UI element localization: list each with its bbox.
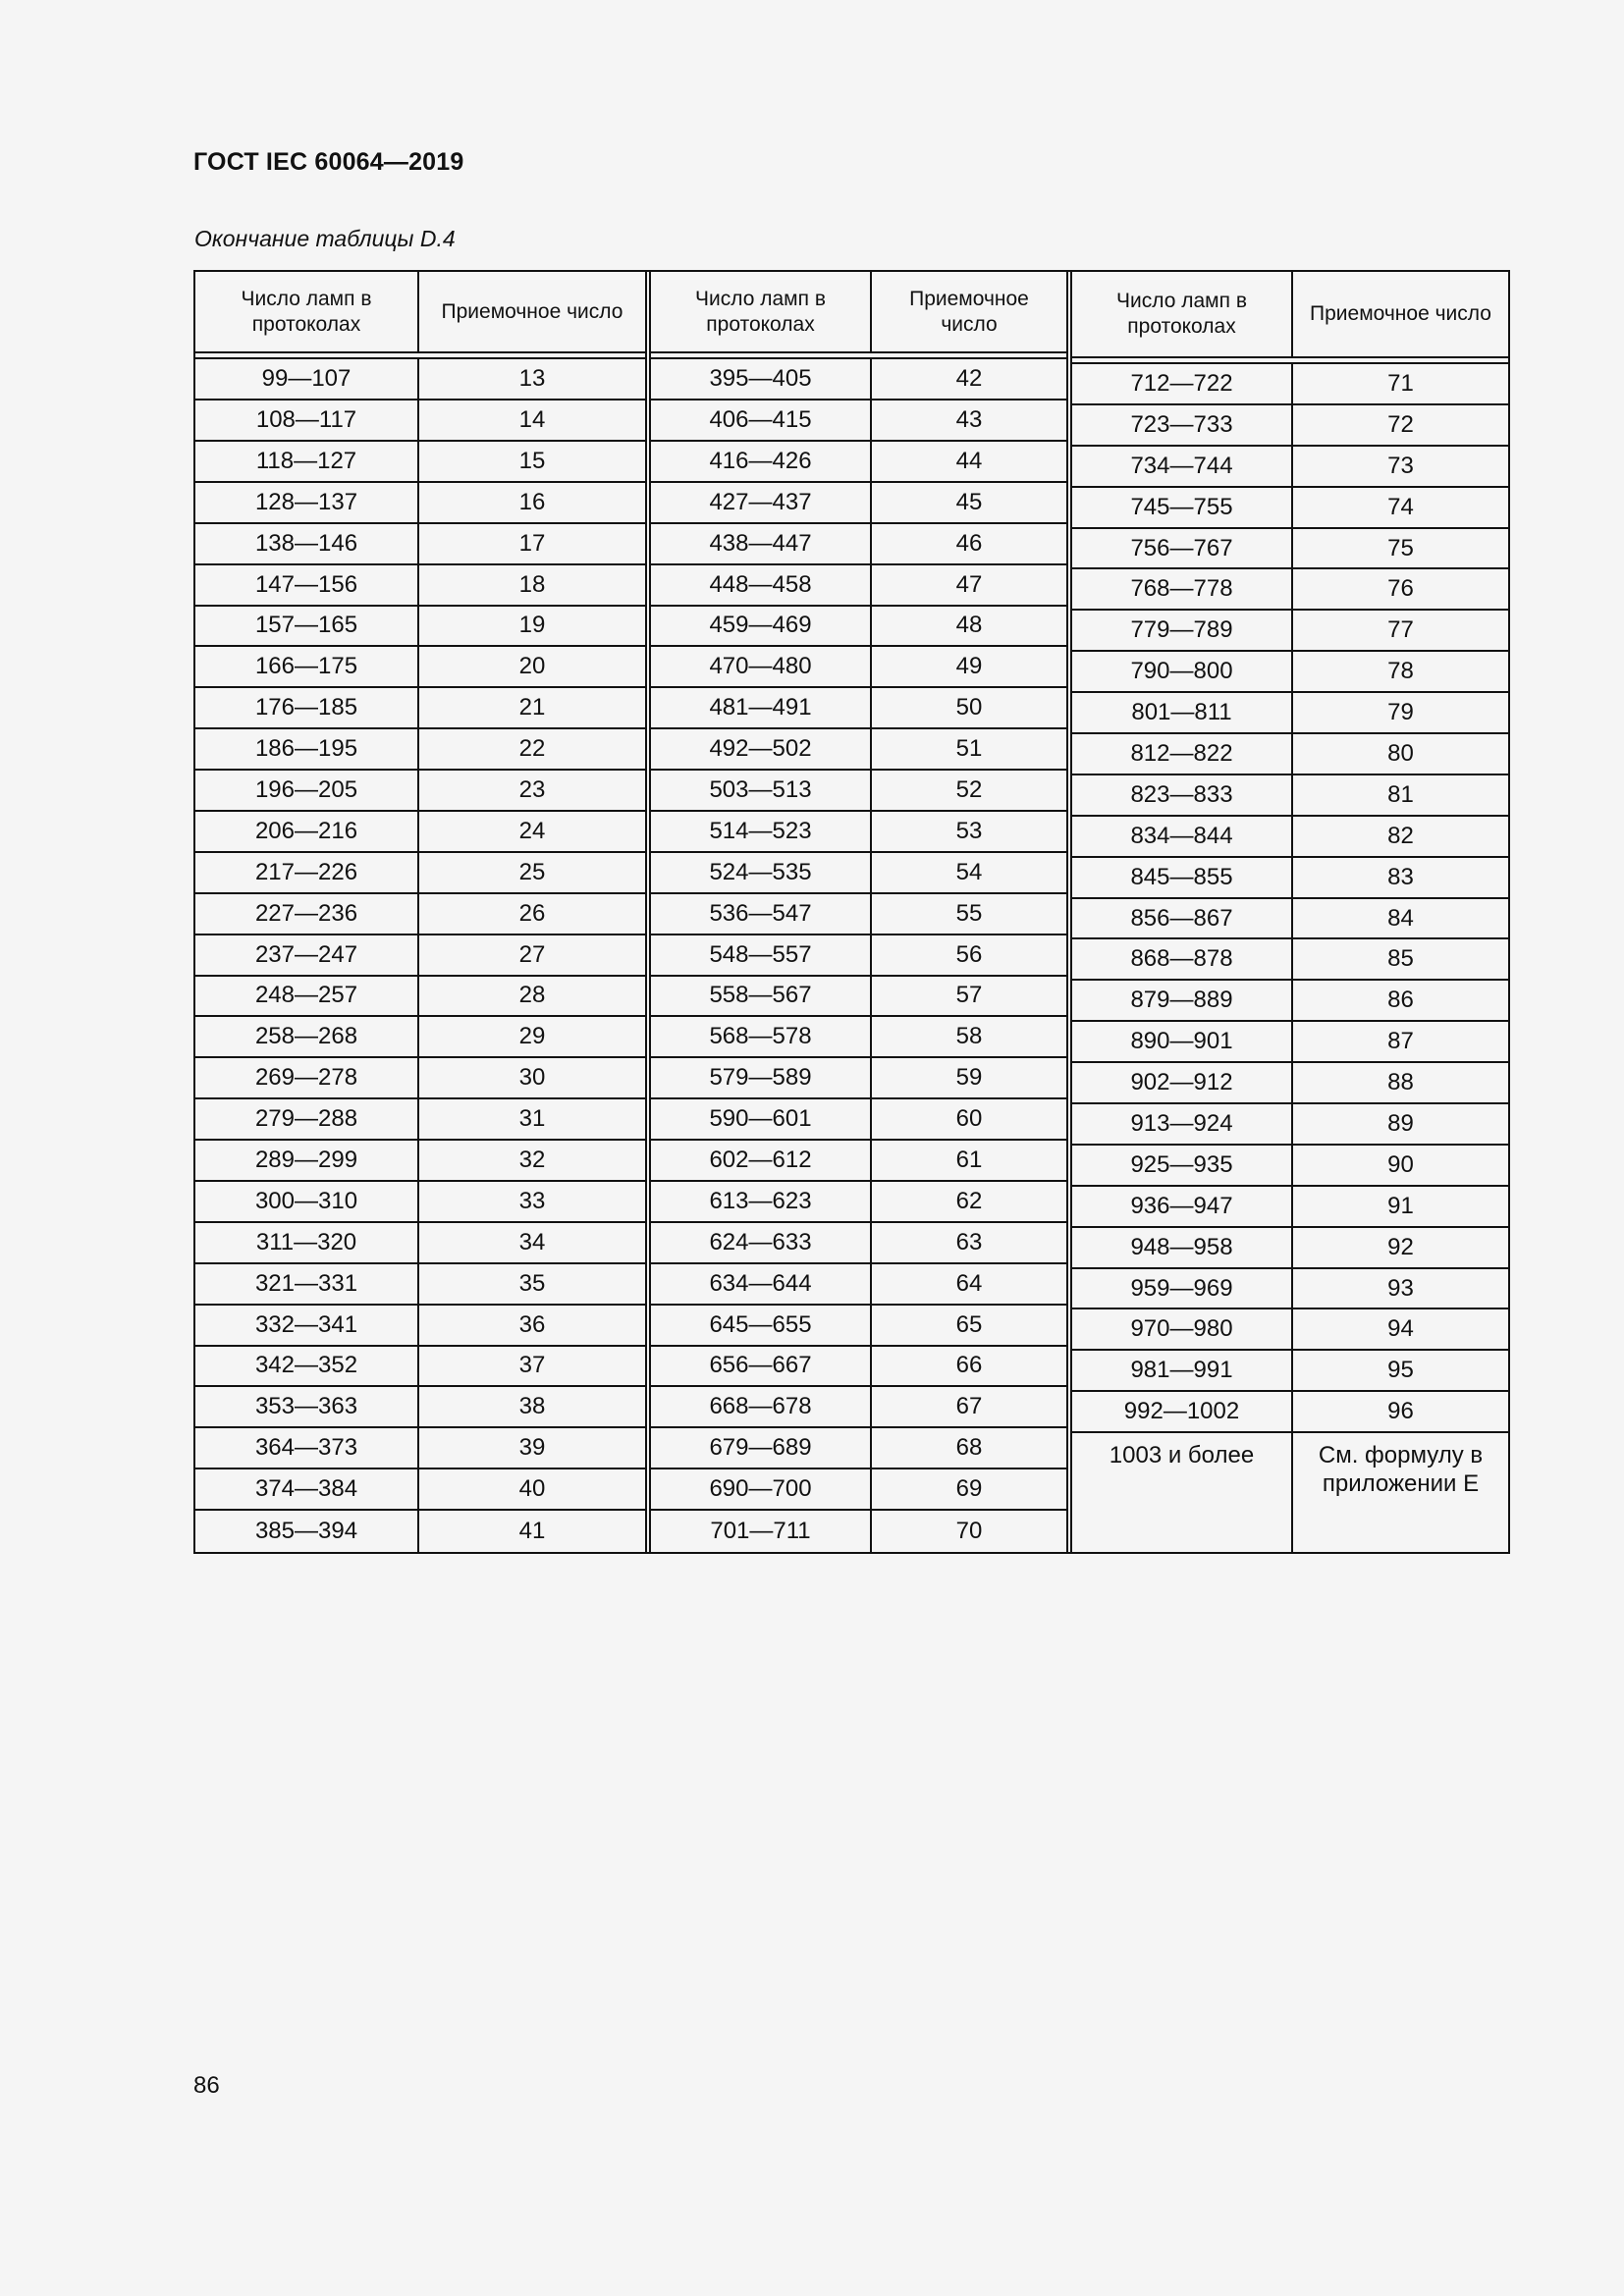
cell-acceptance: 27 — [518, 940, 546, 968]
cell-acceptance: 71 — [1387, 369, 1414, 397]
cell-acceptance: 50 — [955, 694, 983, 721]
cell-acceptance: 55 — [955, 899, 983, 927]
table-row — [195, 1469, 645, 1511]
cell-lamps: 481—491 — [651, 688, 872, 727]
cell-lamps: 227—236 — [195, 894, 419, 934]
cell-acceptance: 48 — [955, 612, 983, 639]
cell-lamps: 936—947 — [1072, 1187, 1293, 1226]
table-row — [195, 1306, 645, 1347]
cell-acceptance: 62 — [955, 1187, 983, 1214]
table-row — [1072, 899, 1508, 940]
cell-acceptance: 78 — [1387, 658, 1414, 685]
header-acceptance: Приемочное число — [1310, 302, 1491, 325]
table-row — [651, 1099, 1066, 1141]
cell-lamps: 147—156 — [195, 565, 419, 605]
cell-acceptance: 66 — [955, 1352, 983, 1379]
cell-acceptance: 35 — [518, 1269, 546, 1297]
table-row — [1072, 1351, 1508, 1392]
cell-lamps: 756—767 — [1072, 529, 1293, 568]
table-row — [1072, 817, 1508, 858]
cell-acceptance: 95 — [1387, 1357, 1414, 1384]
cell-acceptance: 17 — [518, 529, 546, 557]
table-row — [651, 688, 1066, 729]
table-row — [651, 1182, 1066, 1223]
cell-lamps: 913—924 — [1072, 1104, 1293, 1144]
cell-acceptance: 32 — [518, 1147, 546, 1174]
cell-acceptance: 52 — [955, 776, 983, 804]
cell-acceptance: 49 — [955, 653, 983, 680]
cell-lamps: 834—844 — [1072, 817, 1293, 856]
cell-acceptance: 56 — [955, 940, 983, 968]
table-row — [195, 853, 645, 894]
cell-acceptance: 86 — [1387, 987, 1414, 1014]
cell-acceptance: 88 — [1387, 1069, 1414, 1096]
table-row — [651, 894, 1066, 935]
table-row — [1072, 529, 1508, 570]
cell-acceptance: 41 — [518, 1518, 546, 1545]
cell-lamps: 166—175 — [195, 647, 419, 686]
cell-lamps: 579—589 — [651, 1058, 872, 1097]
cell-acceptance: 47 — [955, 570, 983, 598]
cell-lamps: 176—185 — [195, 688, 419, 727]
cell-lamps: 237—247 — [195, 935, 419, 975]
table-row-final — [1072, 1433, 1508, 1552]
cell-lamps: 524—535 — [651, 853, 872, 892]
table-row — [651, 729, 1066, 771]
cell-acceptance: 65 — [955, 1310, 983, 1338]
cell-acceptance: 90 — [1387, 1150, 1414, 1178]
table-row — [195, 812, 645, 853]
cell-acceptance: 46 — [955, 529, 983, 557]
table-row — [651, 812, 1066, 853]
cell-acceptance: 87 — [1387, 1028, 1414, 1055]
cell-lamps: 645—655 — [651, 1306, 872, 1345]
table-row — [651, 400, 1066, 442]
table-row — [651, 442, 1066, 483]
table-row — [651, 1223, 1066, 1264]
cell-lamps: 138—146 — [195, 524, 419, 563]
table-row — [1072, 447, 1508, 488]
table-row — [1072, 405, 1508, 447]
cell-lamps: 128—137 — [195, 483, 419, 522]
table-body — [651, 359, 1066, 1552]
cell-lamps: 992—1002 — [1072, 1392, 1293, 1431]
cell-acceptance: 69 — [955, 1475, 983, 1503]
cell-acceptance: 26 — [518, 899, 546, 927]
header-lamps: Число ламп в протоколах — [651, 272, 872, 351]
cell-lamps: 321—331 — [195, 1264, 419, 1304]
table-row — [651, 935, 1066, 977]
cell-lamps: 416—426 — [651, 442, 872, 481]
table-row — [1072, 693, 1508, 734]
table-row — [1072, 1146, 1508, 1187]
cell-acceptance: 31 — [518, 1105, 546, 1133]
cell-lamps: 289—299 — [195, 1141, 419, 1180]
cell-lamps: 206—216 — [195, 812, 419, 851]
header-lamps: Число ламп в протоколах — [1072, 272, 1293, 356]
cell-lamps: 157—165 — [195, 607, 419, 646]
cell-lamps: 427—437 — [651, 483, 872, 522]
cell-acceptance: 92 — [1387, 1233, 1414, 1260]
cell-lamps: 186—195 — [195, 729, 419, 769]
cell-lamps: 118—127 — [195, 442, 419, 481]
table-row — [651, 647, 1066, 688]
cell-acceptance: 14 — [518, 406, 546, 433]
table-row — [651, 977, 1066, 1018]
page-number: 86 — [193, 2072, 220, 2099]
cell-acceptance: 45 — [955, 488, 983, 515]
cell-lamps: 856—867 — [1072, 899, 1293, 938]
cell-lamps: 668—678 — [651, 1387, 872, 1426]
cell-acceptance: 22 — [518, 735, 546, 763]
cell-acceptance: 34 — [518, 1228, 546, 1255]
cell-lamps: 959—969 — [1072, 1269, 1293, 1308]
cell-lamps: 448—458 — [651, 565, 872, 605]
cell-lamps: 514—523 — [651, 812, 872, 851]
cell-acceptance: 77 — [1387, 616, 1414, 644]
cell-acceptance: 70 — [955, 1518, 983, 1545]
cell-lamps: 970—980 — [1072, 1309, 1293, 1349]
cell-acceptance: 82 — [1387, 822, 1414, 849]
cell-acceptance: 68 — [955, 1434, 983, 1462]
cell-acceptance: 33 — [518, 1187, 546, 1214]
cell-lamps: 712—722 — [1072, 364, 1293, 403]
table-row — [651, 1264, 1066, 1306]
table-row — [195, 565, 645, 607]
cell-acceptance: 15 — [518, 447, 546, 474]
cell-lamps: 459—469 — [651, 607, 872, 646]
cell-lamps: 801—811 — [1072, 693, 1293, 732]
table-row — [651, 771, 1066, 812]
table-row — [651, 1347, 1066, 1388]
cell-lamps: 353—363 — [195, 1387, 419, 1426]
cell-lamps: 779—789 — [1072, 611, 1293, 650]
cell-lamps: 108—117 — [195, 400, 419, 440]
table-row — [195, 1511, 645, 1552]
acceptance-table — [193, 270, 1510, 1554]
cell-lamps: 768—778 — [1072, 569, 1293, 609]
cell-acceptance: 75 — [1387, 534, 1414, 561]
header-acceptance: Приемочное число — [441, 299, 623, 323]
table-row — [195, 400, 645, 442]
table-row — [195, 771, 645, 812]
cell-acceptance: 25 — [518, 858, 546, 885]
table-row — [195, 1099, 645, 1141]
table-row — [651, 1511, 1066, 1552]
cell-lamps: 217—226 — [195, 853, 419, 892]
cell-acceptance: 19 — [518, 612, 546, 639]
table-row — [651, 483, 1066, 524]
cell-lamps: 701—711 — [651, 1511, 872, 1552]
cell-lamps: 790—800 — [1072, 652, 1293, 691]
table-row — [195, 1182, 645, 1223]
cell-acceptance: 76 — [1387, 575, 1414, 603]
table-row — [651, 1387, 1066, 1428]
table-header — [1072, 272, 1508, 358]
cell-lamps: 868—878 — [1072, 939, 1293, 979]
cell-lamps: 925—935 — [1072, 1146, 1293, 1185]
table-row — [1072, 775, 1508, 817]
cell-acceptance: 91 — [1387, 1192, 1414, 1219]
table-row — [195, 1264, 645, 1306]
table-row — [1072, 569, 1508, 611]
table-row — [1072, 981, 1508, 1022]
cell-lamps: 395—405 — [651, 359, 872, 399]
table-row — [651, 359, 1066, 400]
table-row — [1072, 1309, 1508, 1351]
cell-lamps: 364—373 — [195, 1428, 419, 1468]
cell-lamps: 332—341 — [195, 1306, 419, 1345]
cell-acceptance: 57 — [955, 982, 983, 1009]
cell-lamps: 470—480 — [651, 647, 872, 686]
cell-lamps: 602—612 — [651, 1141, 872, 1180]
table-row — [195, 1017, 645, 1058]
cell-lamps: 745—755 — [1072, 488, 1293, 527]
cell-acceptance: 85 — [1387, 945, 1414, 973]
cell-acceptance: 94 — [1387, 1315, 1414, 1343]
cell-acceptance: 21 — [518, 694, 546, 721]
table-row — [1072, 488, 1508, 529]
cell-acceptance: 38 — [518, 1393, 546, 1420]
cell-lamps: 981—991 — [1072, 1351, 1293, 1390]
cell-lamps: 196—205 — [195, 771, 419, 810]
table-row — [651, 1469, 1066, 1511]
table-row — [195, 607, 645, 648]
cell-lamps: 279—288 — [195, 1099, 419, 1139]
table-row — [651, 1428, 1066, 1469]
table-row — [1072, 1104, 1508, 1146]
cell-acceptance: 42 — [955, 365, 983, 393]
cell-lamps: 634—644 — [651, 1264, 872, 1304]
cell-acceptance: 58 — [955, 1023, 983, 1050]
cell-lamps: 258—268 — [195, 1017, 419, 1056]
table-caption: Окончание таблицы D.4 — [194, 226, 456, 251]
cell-acceptance: 84 — [1387, 904, 1414, 932]
cell-lamps-final: 1003 и более — [1072, 1433, 1293, 1552]
table-row — [195, 1347, 645, 1388]
cell-acceptance: 79 — [1387, 699, 1414, 726]
cell-lamps: 568—578 — [651, 1017, 872, 1056]
table-row — [195, 1387, 645, 1428]
cell-lamps: 548—557 — [651, 935, 872, 975]
cell-lamps: 902—912 — [1072, 1063, 1293, 1102]
table-row — [651, 524, 1066, 565]
table-row — [1072, 364, 1508, 405]
cell-lamps: 690—700 — [651, 1469, 872, 1509]
cell-lamps: 879—889 — [1072, 981, 1293, 1020]
table-row — [651, 1017, 1066, 1058]
cell-lamps: 300—310 — [195, 1182, 419, 1221]
cell-lamps: 723—733 — [1072, 405, 1293, 445]
cell-acceptance: 40 — [518, 1475, 546, 1503]
table-row — [195, 1141, 645, 1182]
table-row — [651, 1058, 1066, 1099]
cell-lamps: 311—320 — [195, 1223, 419, 1262]
cell-acceptance-final: См. формулу в приложении E — [1318, 1442, 1484, 1498]
cell-lamps: 342—352 — [195, 1347, 419, 1386]
cell-acceptance: 24 — [518, 817, 546, 844]
cell-lamps: 823—833 — [1072, 775, 1293, 815]
cell-acceptance: 81 — [1387, 780, 1414, 808]
cell-acceptance: 54 — [955, 858, 983, 885]
table-row — [651, 1306, 1066, 1347]
table-row — [195, 688, 645, 729]
cell-lamps: 99—107 — [195, 359, 419, 399]
table-row — [1072, 1022, 1508, 1063]
table-row — [651, 1141, 1066, 1182]
table-row — [195, 442, 645, 483]
cell-lamps: 679—689 — [651, 1428, 872, 1468]
cell-acceptance: 30 — [518, 1064, 546, 1092]
table-row — [1072, 1392, 1508, 1433]
table-column-group-1 — [195, 272, 645, 1552]
cell-lamps: 590—601 — [651, 1099, 872, 1139]
table-row — [651, 565, 1066, 607]
table-row — [1072, 858, 1508, 899]
table-row — [651, 853, 1066, 894]
cell-lamps: 890—901 — [1072, 1022, 1293, 1061]
cell-acceptance: 36 — [518, 1310, 546, 1338]
table-row — [195, 1428, 645, 1469]
cell-lamps: 438—447 — [651, 524, 872, 563]
table-body — [1072, 364, 1508, 1552]
cell-lamps: 734—744 — [1072, 447, 1293, 486]
cell-acceptance: 72 — [1387, 410, 1414, 438]
document-header: ГОСТ IEC 60064—2019 — [193, 148, 464, 176]
cell-lamps: 406—415 — [651, 400, 872, 440]
cell-acceptance: 63 — [955, 1228, 983, 1255]
cell-acceptance: 23 — [518, 776, 546, 804]
table-header — [195, 272, 645, 353]
cell-lamps: 492—502 — [651, 729, 872, 769]
cell-lamps: 656—667 — [651, 1347, 872, 1386]
table-row — [1072, 652, 1508, 693]
table-row — [195, 524, 645, 565]
table-row — [1072, 734, 1508, 775]
table-body — [195, 359, 645, 1552]
table-column-group-2 — [651, 272, 1066, 1552]
cell-acceptance: 29 — [518, 1023, 546, 1050]
cell-lamps: 536—547 — [651, 894, 872, 934]
cell-acceptance: 13 — [518, 365, 546, 393]
cell-acceptance: 28 — [518, 982, 546, 1009]
cell-lamps: 385—394 — [195, 1511, 419, 1552]
table-row — [195, 894, 645, 935]
cell-lamps: 812—822 — [1072, 734, 1293, 774]
table-row — [195, 647, 645, 688]
cell-lamps: 374—384 — [195, 1469, 419, 1509]
cell-acceptance: 83 — [1387, 863, 1414, 890]
table-row — [195, 977, 645, 1018]
cell-lamps: 613—623 — [651, 1182, 872, 1221]
table-row — [195, 1058, 645, 1099]
cell-acceptance: 80 — [1387, 739, 1414, 767]
cell-lamps: 624—633 — [651, 1223, 872, 1262]
table-row — [1072, 1269, 1508, 1310]
table-row — [651, 607, 1066, 648]
table-row — [1072, 1228, 1508, 1269]
table-row — [195, 935, 645, 977]
table-row — [1072, 1187, 1508, 1228]
cell-acceptance: 20 — [518, 653, 546, 680]
cell-acceptance: 37 — [518, 1352, 546, 1379]
header-lamps: Число ламп в протоколах — [195, 272, 419, 351]
cell-acceptance: 93 — [1387, 1274, 1414, 1302]
cell-acceptance: 73 — [1387, 452, 1414, 479]
cell-acceptance: 53 — [955, 817, 983, 844]
cell-acceptance: 89 — [1387, 1109, 1414, 1137]
cell-acceptance: 96 — [1387, 1398, 1414, 1425]
table-column-group-3 — [1072, 272, 1508, 1552]
cell-acceptance: 16 — [518, 488, 546, 515]
cell-acceptance: 51 — [955, 735, 983, 763]
cell-lamps: 503—513 — [651, 771, 872, 810]
table-row — [1072, 611, 1508, 652]
cell-acceptance: 18 — [518, 570, 546, 598]
table-row — [1072, 939, 1508, 981]
cell-acceptance: 60 — [955, 1105, 983, 1133]
cell-acceptance: 43 — [955, 406, 983, 433]
cell-acceptance: 67 — [955, 1393, 983, 1420]
header-acceptance: Приемочное число — [909, 287, 1029, 336]
table-row — [195, 729, 645, 771]
table-row — [195, 1223, 645, 1264]
cell-acceptance: 74 — [1387, 493, 1414, 520]
cell-acceptance: 64 — [955, 1269, 983, 1297]
cell-acceptance: 61 — [955, 1147, 983, 1174]
table-row — [1072, 1063, 1508, 1104]
cell-acceptance: 59 — [955, 1064, 983, 1092]
cell-lamps: 845—855 — [1072, 858, 1293, 897]
table-row — [195, 483, 645, 524]
cell-lamps: 558—567 — [651, 977, 872, 1016]
table-row — [195, 359, 645, 400]
cell-lamps: 248—257 — [195, 977, 419, 1016]
cell-lamps: 948—958 — [1072, 1228, 1293, 1267]
table-header — [651, 272, 1066, 353]
cell-acceptance: 44 — [955, 447, 983, 474]
cell-lamps: 269—278 — [195, 1058, 419, 1097]
cell-acceptance: 39 — [518, 1434, 546, 1462]
